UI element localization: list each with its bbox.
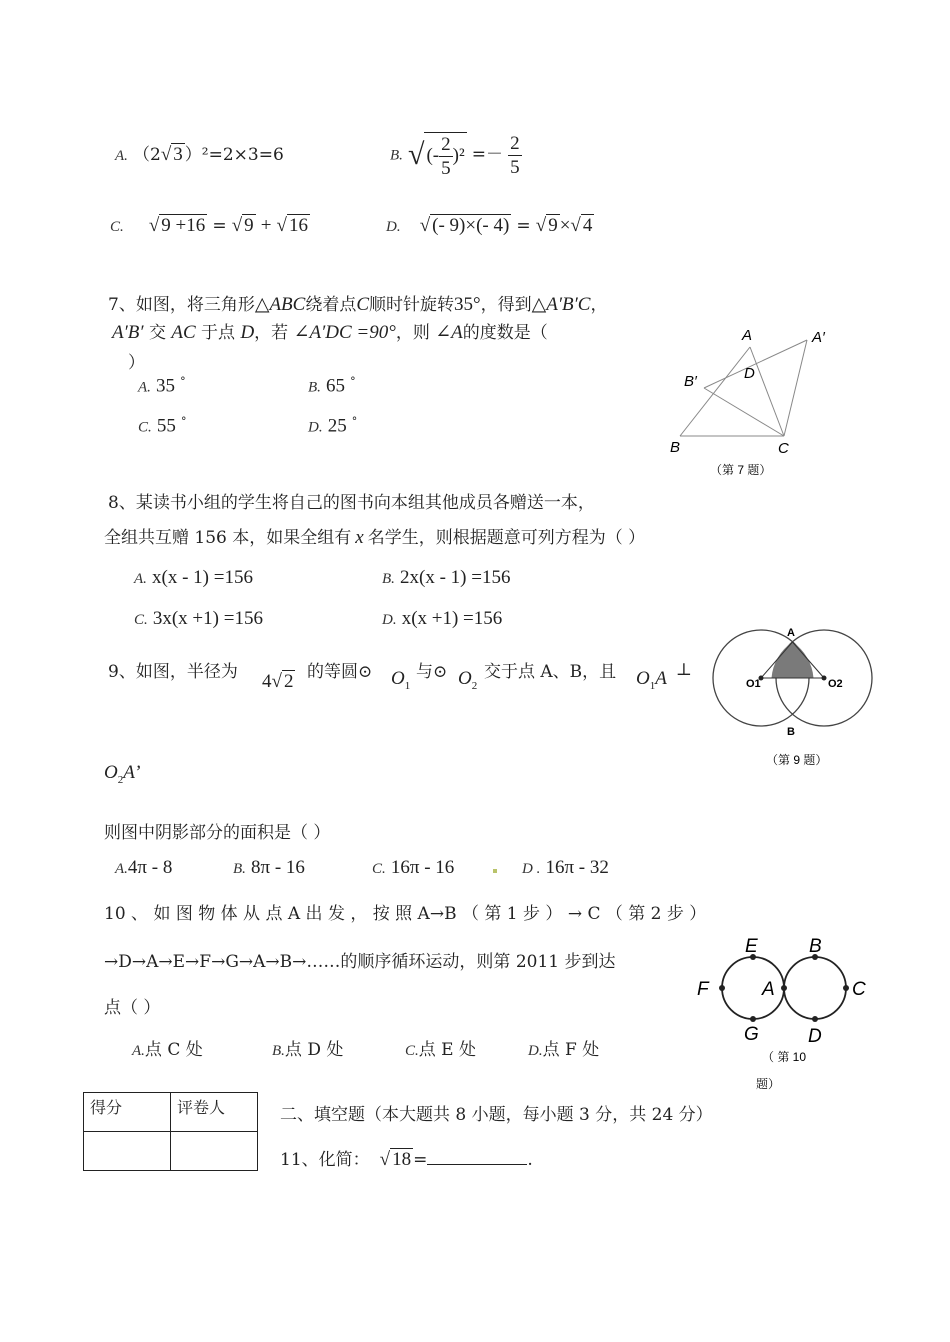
q8-line2: 全组共互赠 156 本，如果全组有 x 名学生，则根据题意可列方程为（ ） [104,527,646,548]
q7-label-b-prime: B′ [684,373,697,390]
score-header: 得分 [84,1093,171,1132]
q8-line1: 8、某读书小组的学生将自己的图书向本组其他成员各赠送一本， [108,493,595,513]
q7-label-a: A [742,327,753,344]
q10-label-b: B [809,936,822,957]
q9-label-o2: O2 [828,678,843,690]
q9-label-b: B [787,726,795,738]
q7-option-a: A. 35 ° [138,375,186,397]
q11: 11、化简： √ 18 = . [280,1149,533,1170]
q9-line1: 9、如图，半径为 [108,662,238,682]
q10-label-f: F [697,979,709,1000]
grader-header: 评卷人 [171,1093,258,1132]
q10-label-c: C [852,979,866,1000]
q9-figure [708,624,878,772]
q7-label-b: B [670,439,681,456]
q7-caption: （第 7 题） [710,463,772,477]
q8-option-c: C. 3x(x +1) =156 [134,608,263,629]
q10-caption-1: （ 第 10 [762,1050,807,1064]
q9-o1: $O_1$ [391,668,411,692]
q10-label-a: A [762,979,775,1000]
q7-figure [660,322,840,484]
section2-title: 二、填空题（本大题共 8 小题，每小题 3 分，共 24 分） [280,1105,713,1125]
q6-option-a: A. （2√ 3 ）²=2×3=6 [115,144,284,165]
q7-option-d: D. 25 ° [308,415,358,437]
q10-figure [690,930,875,1095]
q10-option-a: A.点 C 处 [132,1040,203,1060]
q7-line2: A′B′ 交 AC 于点 D，若 ∠A′DC =90°，则 ∠A的度数是（ [112,322,548,343]
q10-option-c: C.点 E 处 [405,1040,476,1060]
q10-label-d: D [808,1026,822,1047]
q9-option-d: D . 16π - 32 [522,857,609,878]
q10-option-d: D.点 F 处 [528,1040,600,1060]
score-cell[interactable] [84,1132,171,1171]
sqrt-3: 3 [173,144,183,165]
q10-label-g: G [744,1024,759,1045]
q6-option-d: D. √ (- 9)×(- 4) = √ 9 ×√ 4 [386,215,593,236]
q8-option-d: D. x(x +1) =156 [382,608,503,629]
q9-caption: （第 9 题） [766,753,828,767]
q7-label-a-prime: A′ [812,329,825,346]
score-table [83,1092,258,1171]
q10-line1: 10 、 如 图 物 体 从 点 A 出 发 ， 按 照 A→B （ 第 1 步 ） → C （ 第 2 步 ） [104,904,707,924]
q7-option-b: B. 65 ° [308,375,356,397]
q9-option-a: A.4π - 8 [115,857,173,878]
q8-option-b: B. 2x(x - 1) =156 [382,567,511,588]
q7-label-d: D [744,365,755,382]
q7-label-c: C [778,440,789,457]
q7-line3: ） [128,353,145,373]
q7-line1: 7、如图，将三角形△ABC绕着点C顺时针旋转35°，得到△A′B′C， [108,294,608,315]
q10-line3: 点（ ） [104,998,161,1018]
q11-answer-blank[interactable] [427,1148,527,1165]
q10-caption-2: 题） [756,1077,781,1091]
q10-label-e: E [745,936,758,957]
q9-o2: $O_2$ [458,668,478,692]
q9-line3: 则图中阴影部分的面积是（ ） [104,823,331,843]
grader-cell[interactable] [171,1132,258,1171]
q10-line2: →D→A→E→F→G→A→B→……的顺序循环运动，则第 2011 步到达 [104,952,616,972]
q6-option-b: B. √ (- $\frac{2}{5}$ )² =－ $\frac{2}{5}$ [390,132,520,179]
q9-option-b: B. 8π - 16 [233,857,305,878]
q9-radius: 4√ 2 [262,671,294,692]
q7-option-c: C. 55 ° [138,415,187,437]
stray-dot [493,869,497,873]
q8-option-a: A. x(x - 1) =156 [134,567,253,588]
q9-label-a: A [787,627,795,639]
q9-line1-mid: 的等圆⊙ [307,662,373,682]
q9-line2: $O_2A$’ [104,762,141,786]
q10-option-b: B.点 D 处 [272,1040,344,1060]
q9-label-o1: O1 [746,678,761,690]
q9-option-c: C. 16π - 16 [372,857,455,878]
q6-option-c: C. √ 9 +16 = √ 9 + √ 16 [110,215,308,236]
q9-o1a: $O_1A$ [636,668,667,692]
